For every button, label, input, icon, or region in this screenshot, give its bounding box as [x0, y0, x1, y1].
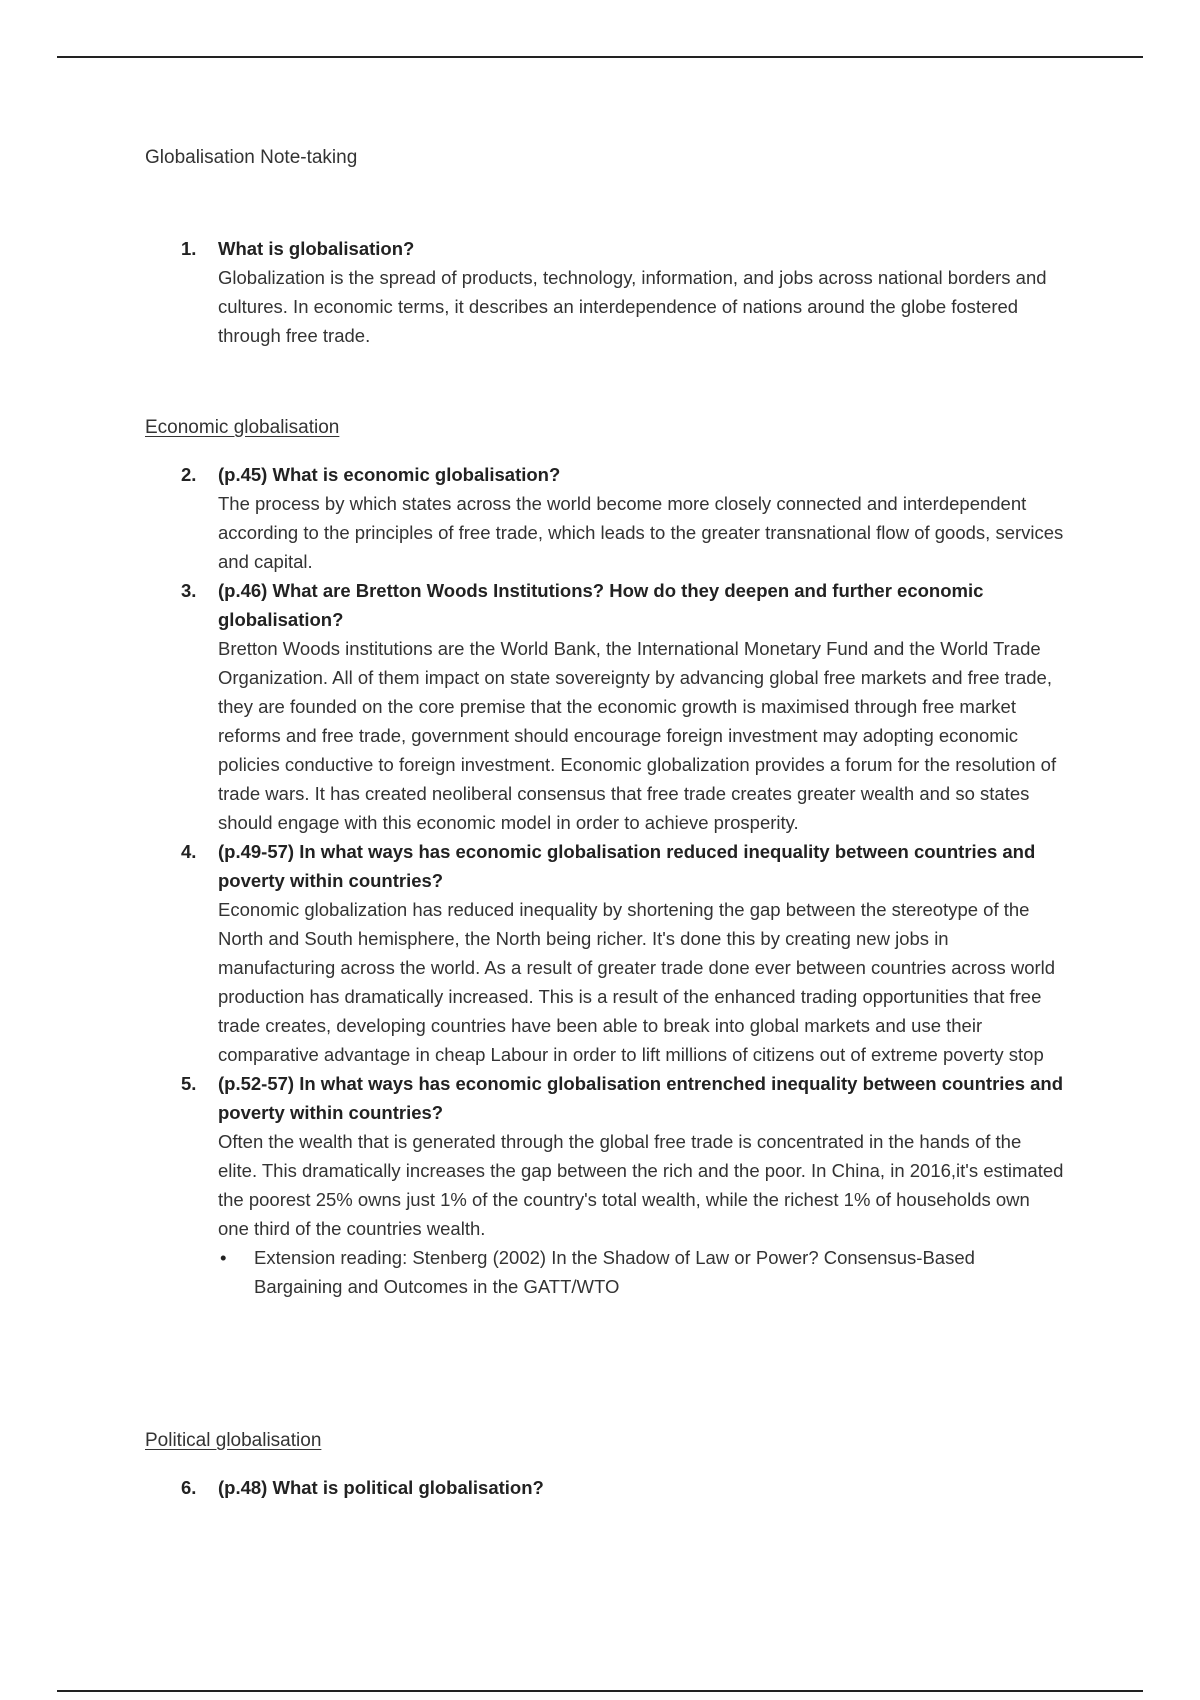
question-item [145, 234, 1065, 350]
section-heading-economic: Economic globalisation [145, 417, 340, 438]
question-number: 3. [181, 580, 197, 601]
header-rule [57, 56, 1143, 58]
economic-questions [145, 460, 1065, 1301]
question-answer: Globalization is the spread of products, technology, information, and jobs across national borders and cultures. In economic terms, it describes an interdependence of nations around the globe fostered through free trade. [218, 267, 1047, 346]
question-number: 6. [181, 1477, 197, 1498]
question-number: 2. [181, 464, 197, 485]
section-heading-political: Political globalisation [145, 1430, 322, 1451]
question-block-6 [145, 1473, 1065, 1502]
question-item [145, 837, 1065, 1069]
question-number: 4. [181, 841, 197, 862]
question-item [145, 1473, 1065, 1502]
bullet-text: Extension reading: Stenberg (2002) In the Shadow of Law or Power? Consensus-Based Bargaining and Outcomes in the GATT/WTO [254, 1247, 975, 1297]
question-item [145, 576, 1065, 837]
question-answer: Economic globalization has reduced inequality by shortening the gap between the stereotype of the North and South hemisphere, the North being richer. It's done this by creating new jobs in manufacturing across the world. As a result of greater trade done ever between countries across world production has dramatically increased. This is a result of the enhanced trading opportunities that free trade creates, developing countries have been able to break into global markets and use their comparative advantage in cheap Labour in order to lift millions of citizens out of extreme poverty stop [218, 899, 1056, 1065]
question-title: (p.46) What are Bretton Woods Institutions? How do they deepen and further economic globalisation? [218, 580, 984, 630]
question-title: (p.48) What is political globalisation? [218, 1477, 544, 1498]
question-title: What is globalisation? [218, 238, 415, 259]
question-item [145, 460, 1065, 576]
question-number: 1. [181, 238, 197, 259]
document-title: Globalisation Note-taking [145, 147, 358, 168]
extension-reading-bullet [145, 1243, 1065, 1301]
bullet-icon: • [220, 1247, 227, 1268]
question-block-1 [145, 234, 1065, 350]
question-answer: Often the wealth that is generated through the global free trade is concentrated in the hands of the elite. This dramatically increases the gap between the rich and the poor. In China, in 2016,it's estimated the poorest 25% owns just 1% of the country's total wealth, while the richest 1% of households own one third of the countries wealth. [218, 1131, 1064, 1239]
question-item [145, 1069, 1065, 1243]
question-title: (p.52-57) In what ways has economic globalisation entrenched inequality between countries and poverty within countries? [218, 1073, 1064, 1123]
question-answer: The process by which states across the world become more closely connected and interdependent according to the principles of free trade, which leads to the greater transnational flow of goods, services and capital. [218, 493, 1064, 572]
question-title: (p.45) What is economic globalisation? [218, 464, 561, 485]
footer-rule [57, 1690, 1143, 1692]
question-number: 5. [181, 1073, 197, 1094]
question-answer: Bretton Woods institutions are the World Bank, the International Monetary Fund and the World Trade Organization. All of them impact on state sovereignty by advancing global free markets and free trade, they are founded on the core premise that the economic growth is maximised through free market reforms and free trade, government should encourage foreign investment may adopting economic policies conductive to foreign investment. Economic globalization provides a forum for the resolution of trade wars. It has created neoliberal consensus that free trade creates greater wealth and so states should engage with this economic model in order to achieve prosperity. [218, 638, 1057, 833]
question-title: (p.49-57) In what ways has economic globalisation reduced inequality between countries and poverty within countries? [218, 841, 1036, 891]
